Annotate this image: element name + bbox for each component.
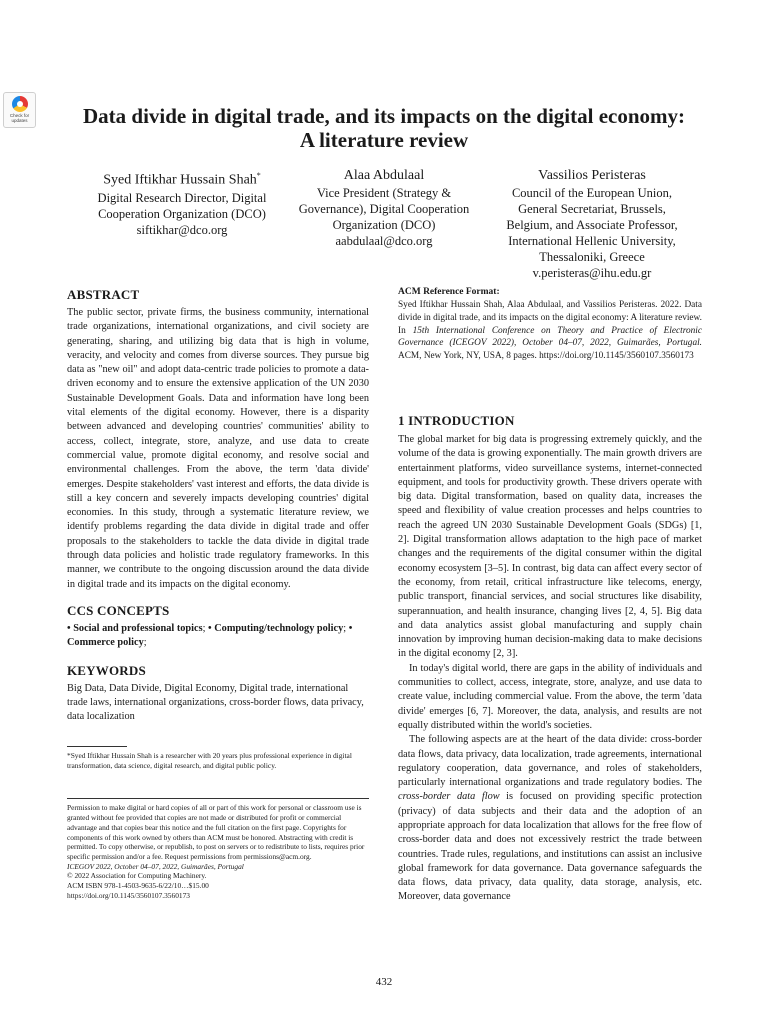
author-name: Syed Iftikhar Hussain Shah (103, 172, 257, 188)
right-column (398, 286, 702, 905)
permission-notice: Permission to make digital or hard copies of all or part of this work for personal or classroom use is granted without fee provided that copies are not made or distributed for profit or commercial advantage and that copies bear this notice and the full citation on the first page. Copyrights for components of this work owned by others than ACM must be honored. Abstracting with credit is permitted. To copy otherwise, or republish, to post on servers or to redistribute to lists, requires prior specific permission and/or a fee. Request permissions from permissions@acm.org. (67, 803, 365, 861)
crossmark-icon (12, 96, 28, 112)
ccs-item: Social and professional topics (73, 622, 203, 634)
intro-paragraph-3 (398, 733, 702, 905)
intro-paragraph-2: In today's digital world, there are gaps in the ability of individuals and communities to collect, access, integrate, store, analyze, and use data to create value, including commercial value. From the above, the term 'data divide' emerges [6, 7]. Moreover, the data, analysis, and results are not equally distributed within the world's societies. (398, 662, 702, 731)
author-block (494, 166, 690, 281)
author-block (82, 166, 282, 238)
author-block (290, 166, 478, 249)
intro-p3-end: is focused on providing specific protection (privacy) of data subjects and their data and the adoption of an appropriate approach for data localization that allows for the free flow of cross-border data and does not excessively restrict the trade between countries. Trade rules, regulations, and institutions can assist an inclusive global framework for data governance. Data governance safeguards the data flows, data privacy, data quality, data storage, analysis, etc. Moreover, data governance (398, 791, 702, 903)
acm-reference-venue: 15th International Conference on Theory and Practice of Electronic Governance (ICEGOV 2022), October 04–07, 2022, Guimarães, Portugal. (398, 325, 702, 349)
author-email: siftikhar@dco.org (136, 222, 228, 237)
intro-paragraph-1: The global market for big data is progressing extremely quickly, and the volume of the data is growing exponentially. The main growth drivers are entertainment platforms, video surveillance systems, internet-connected equipment, and tools for productivity growth. These drivers operate with big data. Digital transformation, based on quality data, increases the speed and flexibility of value creation processes and helps countries to reach the agreed UN 2030 Sustainable Development Goals (SDGs) [1, 2]. Digital transformation allows adaptation to the high pace of market changes and the requirements of the digital consumer within the digital economy ecosystem [3–5]. In contrast, big data can affect every sector of the economy, from retail, critical infrastructure like telecoms, energy, public transport, financial services, and social structures like disability, superannuation, and health insurance, changing lives [2, 4, 5]. Big data and data analytics assist global manufacturing and supply chain innovation by improving human decision-making data to make decisions in the digital economy [2, 3]. (398, 433, 702, 660)
conference-line: ICEGOV 2022, October 04–07, 2022, Guimarães, Portugal (67, 861, 244, 871)
acm-reference-authors: Syed Iftikhar Hussain Shah, Alaa Abdulaal, and Vassilios Peristeras. 2022. Data divide in digital trade, and its impacts on the digital economy: A literature review. In (398, 300, 702, 336)
author-name: Alaa Abdulaal (343, 168, 425, 183)
paper-title: Data divide in digital trade, and its impacts on the digital economy: A literature review (82, 104, 686, 152)
acm-reference-publisher: ACM, New York, NY, USA, 8 pages. https://doi.org/10.1145/3560107.3560173 (398, 351, 694, 362)
author-email: v.peristeras@ihu.edu.gr (532, 266, 652, 280)
ccs-bullet: • (208, 622, 212, 634)
ccs-separator: ; (202, 622, 206, 634)
author-footnote: *Syed Iftikhar Hussain Shah is a researcher with 20 years plus professional experience in digital transformation, data science, digital research, and digital public policy. (67, 751, 352, 770)
intro-p3-start: The following aspects are at the heart of the data divide: cross-border data flows, data privacy, data localization, trade agreements, international regulatory cooperation, data governance, and roles of stakeholders, particularly international organizations and trade regulatory bodies. The (398, 734, 702, 789)
author-name: Vassilios Peristeras (538, 168, 646, 183)
left-column (67, 286, 369, 900)
ccs-heading: CCS CONCEPTS (67, 602, 170, 618)
abstract-text: The public sector, private firms, the business community, international trade organizations, international organizations, and civil society are generating, sharing, and utilizing big data that is high in volume, veracity, and velocity and comes from diverse sources. They pursue big data as "new oil" and adopt data-centric trade policies to promote a data-driven economy and to ensure the extensive application of the UN 2030 Sustainable Development Goals. Data and information have long been vital elements of the digital economy. However, there is a disparity between advanced and developing countries' communities' ability to access, collect, integrate, store, analyze, and use data to create commercial value, promote digital economy, and resolve social and environmental challenges. From the above, the term 'data divide' emerges. Despite stakeholders' vast interest and efforts, the data divide is still a key concern and severely impacts developing countries' digital economies. In this study, through a systematic literature review, we identify problems regarding the data divide in digital trade and offer proposals to the stakeholders to tackle the data divide in digital trade through data policies and holistic trade regulatory frameworks. In this manner, we contribute to the ongoing discussion around the data divide in digital trade and its impacts on the digital economy. (67, 307, 369, 590)
abstract-heading: ABSTRACT (67, 287, 140, 302)
permission-divider (67, 798, 369, 799)
author-footnote-mark: * (256, 171, 261, 180)
ccs-separator: ; (143, 637, 147, 649)
author-affiliation: Vice President (Strategy & Governance), Digital Cooperation Organization (DCO) (298, 186, 470, 232)
badge-line-2: updates (11, 118, 28, 123)
check-for-updates-badge[interactable] (3, 92, 36, 128)
acm-reference-text (398, 299, 702, 363)
introduction-heading: 1 INTRODUCTION (398, 412, 515, 428)
footnote-divider (67, 746, 127, 747)
ccs-item: Computing/technology policy (214, 622, 344, 634)
page-number: 432 (375, 976, 393, 988)
isbn-line: ACM ISBN 978-1-4503-9635-6/22/10…$15.00 (67, 881, 209, 891)
keywords-text: Big Data, Data Divide, Digital Economy, Digital trade, international trade laws, international organizations, cross-border flows, data privacy, data localization (67, 682, 364, 723)
ccs-bullet: • (67, 622, 71, 634)
badge-line-1: Check for (9, 113, 30, 118)
author-email: aabdulaal@dco.org (335, 234, 433, 248)
ccs-separator: ; (343, 622, 347, 634)
author-affiliation: Digital Research Director, Digital Cooperation Organization (DCO) (97, 190, 267, 221)
ccs-concepts (67, 622, 369, 651)
doi-link[interactable]: https://doi.org/10.1145/3560107.3560173 (67, 890, 190, 900)
keywords-heading: KEYWORDS (67, 662, 146, 678)
copyright-line: © 2022 Association for Computing Machinery. (67, 871, 207, 881)
intro-p3-emphasis: cross-border data flow (398, 791, 500, 803)
acm-reference-label: ACM Reference Format: (398, 287, 500, 297)
ccs-bullet: • (348, 622, 353, 634)
author-affiliation: Council of the European Union, General Secretariat, Brussels, Belgium, and Associate Professor, International Hellenic University, Thessaloniki, Greece (506, 186, 678, 264)
ccs-item: Commerce policy (67, 637, 144, 649)
